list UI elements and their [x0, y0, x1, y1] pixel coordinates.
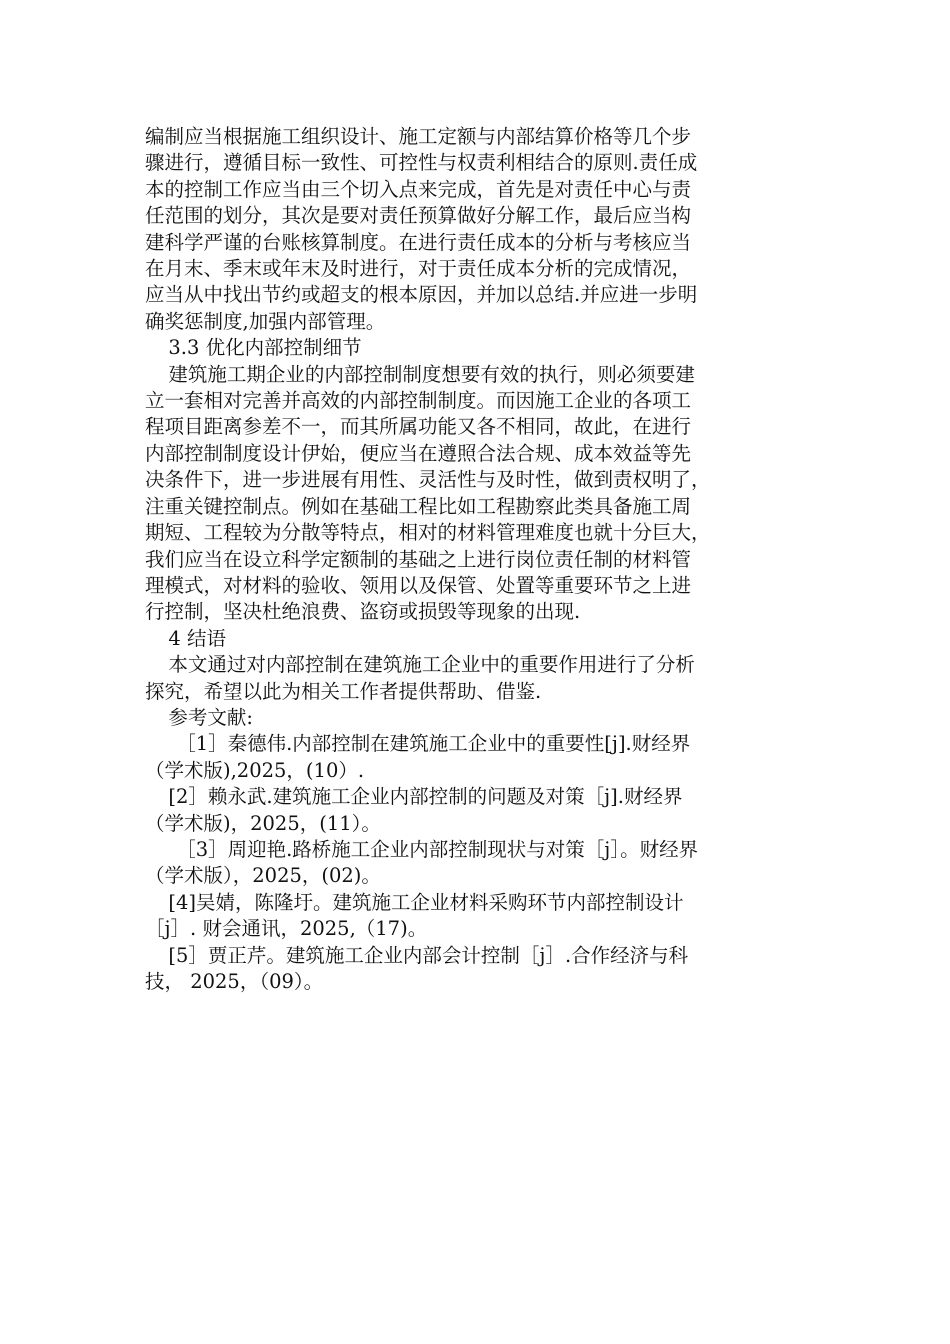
- text-line: 确奖惩制度,加强内部管理。: [145, 309, 386, 333]
- paragraph-conclusion: [145, 652, 785, 705]
- reference-list: [145, 731, 785, 995]
- reference-line: （学术版)，2025，(11）。: [145, 811, 381, 835]
- text-line: 建科学严谨的台账核算制度。在进行责任成本的分析与考核应当: [145, 230, 692, 254]
- text-line: 探究，希望以此为相关工作者提供帮助、借鉴.: [145, 679, 542, 703]
- text-line: 本文通过对内部控制在建筑施工企业中的重要作用进行了分析: [168, 653, 695, 677]
- reference-item: [145, 731, 785, 784]
- text-line: 决条件下，进一步进展有用性、灵活性与及时性，做到责权明了，: [145, 468, 711, 492]
- reference-item: [145, 943, 785, 996]
- paragraph-internal-control: [145, 362, 785, 626]
- reference-item: [145, 837, 785, 890]
- text-line: 期短、工程较为分散等特点，相对的材料管理难度也就十分巨大，: [145, 521, 711, 545]
- text-line: 任范围的划分，其次是要对责任预算做好分解工作，最后应当构: [145, 204, 692, 228]
- text-line: 理模式，对材料的验收、领用以及保管、处置等重要环节之上进: [145, 573, 692, 597]
- document-page: [145, 124, 785, 995]
- paragraph-responsibility-cost: [145, 124, 785, 335]
- text-line: 程项目距离参差不一，而其所属功能又各不相同，故此，在进行: [145, 415, 692, 439]
- text-line: 建筑施工期企业的内部控制制度想要有效的执行，则必须要建: [168, 362, 695, 386]
- text-line: 我们应当在设立科学定额制的基础之上进行岗位责任制的材料管: [145, 547, 692, 571]
- reference-line: ［j］. 财会通讯，2025,（17)。: [145, 917, 428, 941]
- text-line: 应当从中找出节约或超支的根本原因，并加以总结.并应进一步明: [145, 283, 698, 307]
- text-line: 在月末、季末或年末及时进行，对于责任成本分析的完成情况，: [145, 257, 692, 281]
- text-line: 编制应当根据施工组织设计、施工定额与内部结算价格等几个步: [145, 125, 692, 148]
- section-heading-4: 4 结语: [168, 626, 226, 650]
- reference-line: [4]吴婧，陈隆圩。建筑施工企业材料采购环节内部控制设计: [168, 890, 684, 914]
- section-heading-3-3: 3.3 优化内部控制细节: [168, 336, 362, 360]
- reference-line: （学术版),2025，(10）.: [145, 758, 365, 782]
- text-line: 行控制，坚决杜绝浪费、盗窃或损毁等现象的出现.: [145, 600, 581, 624]
- reference-line: ［1］秦德伟.内部控制在建筑施工企业中的重要性[j].财经界: [176, 732, 691, 756]
- reference-line: （学术版），2025，(02)。: [145, 864, 381, 888]
- references-title: 参考文献:: [168, 705, 253, 729]
- text-line: 内部控制制度设计伊始，便应当在遵照合法合规、成本效益等先: [145, 441, 692, 465]
- reference-item: [145, 784, 785, 837]
- reference-line: ［3］周迎艳.路桥施工企业内部控制现状与对策［j］。财经界: [176, 837, 699, 861]
- text-line: 注重关键控制点。例如在基础工程比如工程勘察此类具备施工周: [145, 494, 692, 518]
- reference-line: [2］赖永武.建筑施工企业内部控制的问题及对策［j].财经界: [168, 785, 683, 809]
- reference-line: [5］贾正芹。建筑施工企业内部会计控制［j］.合作经济与科: [168, 943, 689, 967]
- reference-item: [145, 890, 785, 943]
- text-line: 骤进行，遵循目标一致性、可控性与权责利相结合的原则.责任成: [145, 151, 698, 175]
- text-line: 本的控制工作应当由三个切入点来完成，首先是对责任中心与责: [145, 177, 692, 201]
- text-line: 立一套相对完善并高效的内部控制制度。而因施工企业的各项工: [145, 389, 692, 413]
- reference-line: 技， 2025，（09）。: [145, 970, 324, 993]
